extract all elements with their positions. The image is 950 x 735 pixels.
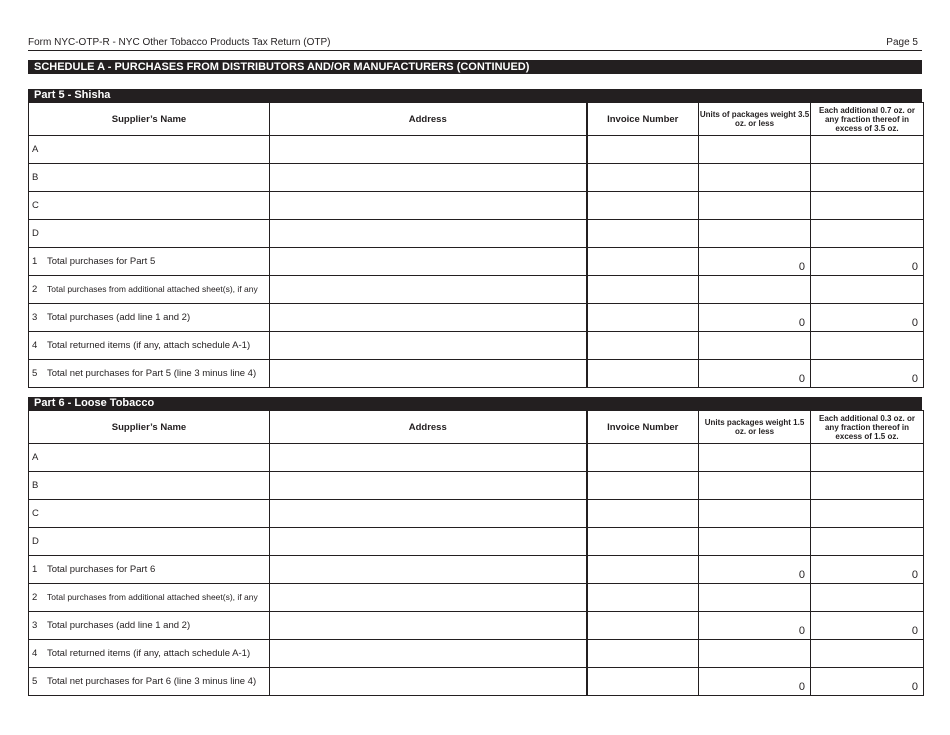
invoice-a-field[interactable] [587,136,699,164]
empty-cell [270,556,587,584]
table-row [29,192,924,220]
table-row [29,584,924,612]
line-number: 5 [32,676,38,687]
part6-table [28,410,924,696]
row-label: B [32,480,39,491]
empty-cell [270,304,587,332]
address-d-field[interactable] [270,220,587,248]
table-row [29,528,924,556]
table-row [29,304,924,332]
table-row [29,556,924,584]
empty-cell [270,640,587,668]
empty-cell [270,668,587,696]
line-number: 4 [32,340,38,351]
invoice-c-field[interactable] [587,500,699,528]
col-units: Units of packages weight 3.5 oz. or less [699,103,811,136]
units-a-field[interactable] [699,136,811,164]
table-row [29,276,924,304]
line5-units-value[interactable]: 0 [699,360,811,388]
empty-cell [587,332,699,360]
table-row [29,360,924,388]
line-label [29,304,270,332]
address-c-field[interactable] [270,500,587,528]
units-a-field[interactable] [699,444,811,472]
address-d-field[interactable] [270,528,587,556]
invoice-c-field[interactable] [587,192,699,220]
additional-b-field[interactable] [811,164,924,192]
line-text: Total purchases for Part 6 [47,564,156,575]
invoice-b-field[interactable] [587,164,699,192]
line-text: Total purchases from additional attached sheet(s), if any [47,284,258,294]
line5-additional-value[interactable]: 0 [811,668,924,696]
row-label: C [32,508,39,519]
line-text: Total purchases (add line 1 and 2) [47,620,191,631]
line-number: 2 [32,592,38,603]
line-text: Total purchases from additional attached sheet(s), if any [47,592,258,602]
row-label: C [32,200,39,211]
line-text: Total returned items (if any, attach schedule A-1) [47,340,251,351]
line-number: 1 [32,256,38,267]
line3-additional-value[interactable]: 0 [811,612,924,640]
additional-a-field[interactable] [811,444,924,472]
col-additional: Each additional 0.3 oz. or any fraction thereof in excess of 1.5 oz. [811,411,924,444]
line5-units-value[interactable]: 0 [699,668,811,696]
table-row [29,472,924,500]
page-number: Page 5 [886,37,918,48]
row-label: A [32,452,39,463]
line3-units-value[interactable]: 0 [699,612,811,640]
line-number: 5 [32,368,38,379]
col-address: Address [270,103,587,136]
supplier-b-field[interactable] [29,472,270,500]
empty-cell [587,276,699,304]
col-units: Units packages weight 1.5 oz. or less [699,411,811,444]
col-supplier-name: Supplier’s Name [29,411,270,444]
empty-cell [587,640,699,668]
empty-cell [270,360,587,388]
col-invoice-number: Invoice Number [587,103,699,136]
line1-additional-value[interactable]: 0 [811,556,924,584]
line-number: 2 [32,284,38,295]
empty-cell [587,668,699,696]
line4-additional-field[interactable] [811,640,924,668]
schedule-title: SCHEDULE A - PURCHASES FROM DISTRIBUTORS AND/OR MANUFACTURERS (CONTINUED) [28,60,922,74]
line-text: Total net purchases for Part 5 (line 3 minus line 4) [47,368,257,379]
line-text: Total purchases (add line 1 and 2) [47,312,191,323]
table-row [29,164,924,192]
units-d-field[interactable] [699,528,811,556]
additional-a-field[interactable] [811,136,924,164]
line-text: Total returned items (if any, attach schedule A-1) [47,648,251,659]
line1-additional-value[interactable]: 0 [811,248,924,276]
address-a-field[interactable] [270,136,587,164]
line3-units-value[interactable]: 0 [699,304,811,332]
table-row [29,640,924,668]
units-c-field[interactable] [699,500,811,528]
invoice-d-field[interactable] [587,220,699,248]
empty-cell [270,332,587,360]
supplier-c-field[interactable] [29,500,270,528]
line-text: Total net purchases for Part 6 (line 3 minus line 4) [47,676,257,687]
table-row [29,136,924,164]
part6-title: Part 6 - Loose Tobacco [28,397,922,410]
line2-additional-field[interactable] [811,276,924,304]
line-number: 1 [32,564,38,575]
table-row [29,220,924,248]
line-label [29,668,270,696]
col-supplier-name: Supplier’s Name [29,103,270,136]
row-label: D [32,536,39,547]
table-row [29,332,924,360]
supplier-c-field[interactable] [29,192,270,220]
invoice-d-field[interactable] [587,528,699,556]
units-d-field[interactable] [699,220,811,248]
col-additional: Each additional 0.7 oz. or any fraction thereof in excess of 3.5 oz. [811,103,924,136]
supplier-d-field[interactable] [29,528,270,556]
row-label: D [32,228,39,239]
empty-cell [270,584,587,612]
additional-d-field[interactable] [811,528,924,556]
supplier-a-field[interactable] [29,444,270,472]
units-b-field[interactable] [699,164,811,192]
invoice-b-field[interactable] [587,472,699,500]
address-c-field[interactable] [270,192,587,220]
empty-cell [270,248,587,276]
additional-c-field[interactable] [811,192,924,220]
supplier-b-field[interactable] [29,164,270,192]
part5-table [28,102,924,388]
address-b-field[interactable] [270,164,587,192]
page-header [28,35,922,51]
form-title: Form NYC-OTP-R - NYC Other Tobacco Products Tax Return (OTP) [28,37,331,48]
line-label [29,276,270,304]
line-label [29,612,270,640]
line-text: Total purchases for Part 5 [47,256,156,267]
address-b-field[interactable] [270,472,587,500]
empty-cell [587,556,699,584]
line-label [29,640,270,668]
empty-cell [587,304,699,332]
line-label [29,584,270,612]
line1-units-value[interactable]: 0 [699,248,811,276]
table-row [29,444,924,472]
table-row [29,500,924,528]
row-label: B [32,172,39,183]
row-label: A [32,144,39,155]
line2-units-field[interactable] [699,276,811,304]
empty-cell [587,248,699,276]
empty-cell [270,612,587,640]
line-label [29,248,270,276]
line4-additional-field[interactable] [811,332,924,360]
line5-additional-value[interactable]: 0 [811,360,924,388]
col-address: Address [270,411,587,444]
line-label [29,332,270,360]
line4-units-field[interactable] [699,640,811,668]
additional-d-field[interactable] [811,220,924,248]
empty-cell [587,584,699,612]
line2-units-field[interactable] [699,584,811,612]
table-row [29,612,924,640]
address-a-field[interactable] [270,444,587,472]
invoice-a-field[interactable] [587,444,699,472]
line3-additional-value[interactable]: 0 [811,304,924,332]
line2-additional-field[interactable] [811,584,924,612]
line-label [29,556,270,584]
table-row [29,248,924,276]
supplier-a-field[interactable] [29,136,270,164]
additional-b-field[interactable] [811,472,924,500]
supplier-d-field[interactable] [29,220,270,248]
line-label [29,360,270,388]
table-row [29,668,924,696]
line-number: 3 [32,620,38,631]
line-number: 3 [32,312,38,323]
line-number: 4 [32,648,38,659]
additional-c-field[interactable] [811,500,924,528]
empty-cell [587,360,699,388]
units-b-field[interactable] [699,472,811,500]
line1-units-value[interactable]: 0 [699,556,811,584]
empty-cell [270,276,587,304]
col-invoice-number: Invoice Number [587,411,699,444]
part5-title: Part 5 - Shisha [28,89,922,102]
empty-cell [587,612,699,640]
line4-units-field[interactable] [699,332,811,360]
units-c-field[interactable] [699,192,811,220]
